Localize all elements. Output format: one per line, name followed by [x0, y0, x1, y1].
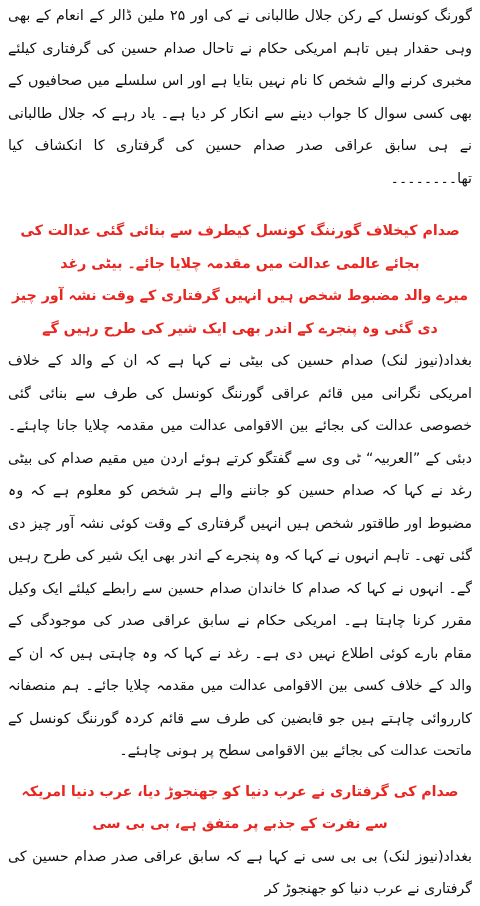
spacer — [8, 195, 472, 215]
intro-paragraph: گورنگ کونسل کے رکن جلال طالبانی نے کی اور ۲۵ ملین ڈالر کے انعام کے بھی وہی حقدار ہیں تاہم امریکی حکام نے تاحال صدام حسین کی گرفتاری کیلئے مخبری کرنے والے شخص کا نام نہیں بتایا ہے اور اس سلسلے میں صحافیوں کے بھی کسی سوال کا جواب دینے سے انکار کر دیا ہے۔ یاد رہے کہ جلال طالبانی نے ہی سابق عراقی صدر صدام حسین کی گرفتاری کا انکشاف کیا تھا۔۔۔۔۔۔۔۔ — [8, 8, 472, 187]
headline-daughter-raghad: صدام کیخلاف گورننگ کونسل کیطرف سے بنائی گئی عدالت کی بجائے عالمی عدالت میں مقدمہ چلایا جائے۔ بیٹی رغد — [20, 223, 460, 272]
headline-bbc: صدام کی گرفتاری نے عرب دنیا کو جھنجوڑ دیا، عرب دنیا امریکہ سے نفرت کے جذبے پر متفق ہے، بی بی سی — [21, 783, 459, 832]
headline-strong-man: میرے والد مضبوط شخص ہیں انہیں گرفتاری کے وقت نشہ آور چیز دی گئی وہ پنجرے کے اندر بھی ایک شیر کی طرح رہیں گے — [11, 288, 469, 337]
spacer — [8, 768, 472, 776]
body-paragraph-baghdad: بغداد(نیوز لنک) صدام حسین کی بیٹی نے کہا ہے کہ ان کے والد کے خلاف امریکی نگرانی میں قائم عراقی گورننگ کونسل کی طرف سے بنائی گئی خصوصی عدالت کی بجائے بین الاقوامی عدالت میں مقدمہ چلایا جانا چاہئے۔ دبئی کے ”العربیہ“ ٹی وی سے گفتگو کرتے ہوئے اردن میں مقیم صدام کی بیٹی رغد نے کہا کہ صدام حسین کو جاننے والے ہر شخص کو معلوم ہے کہ وہ مضبوط اور طاقتور شخص ہیں انہیں گرفتاری کے وقت کوئی نشہ آور چیز دی گئی تھی۔ تاہم انہوں نے کہا کہ وہ پنجرے کے اندر بھی ایک شیر کی طرح رہیں گے۔ انہوں نے کہا کہ صدام کا خاندان صدام حسین سے رابطے کیلئے ایک وکیل مقرر کرنا چاہتا ہے۔ امریکی حکام نے سابق عراقی صدر کی موجودگی کے مقام بارے کوئی اطلاع نہیں دی ہے۔ رغد نے کہا کہ وہ چاہتی ہیں کہ ان کے والد کے خلاف کسی بین الاقوامی عدالت میں مقدمہ چلایا جائے۔ ہم منصفانہ کارروائی چاہتے ہیں جو قابضین کی طرف سے قائم کردہ گورننگ کونسل کے ماتحت عدالت کی بجائے بین الاقوامی سطح پر ہونی چاہئے۔ — [8, 353, 472, 759]
body-paragraph-bbc: بغداد(نیوز لنک) بی بی سی نے کہا ہے کہ سابق عراقی صدر صدام حسین کی گرفتاری نے عرب دنیا کو جھنجوڑ کر — [8, 848, 472, 897]
